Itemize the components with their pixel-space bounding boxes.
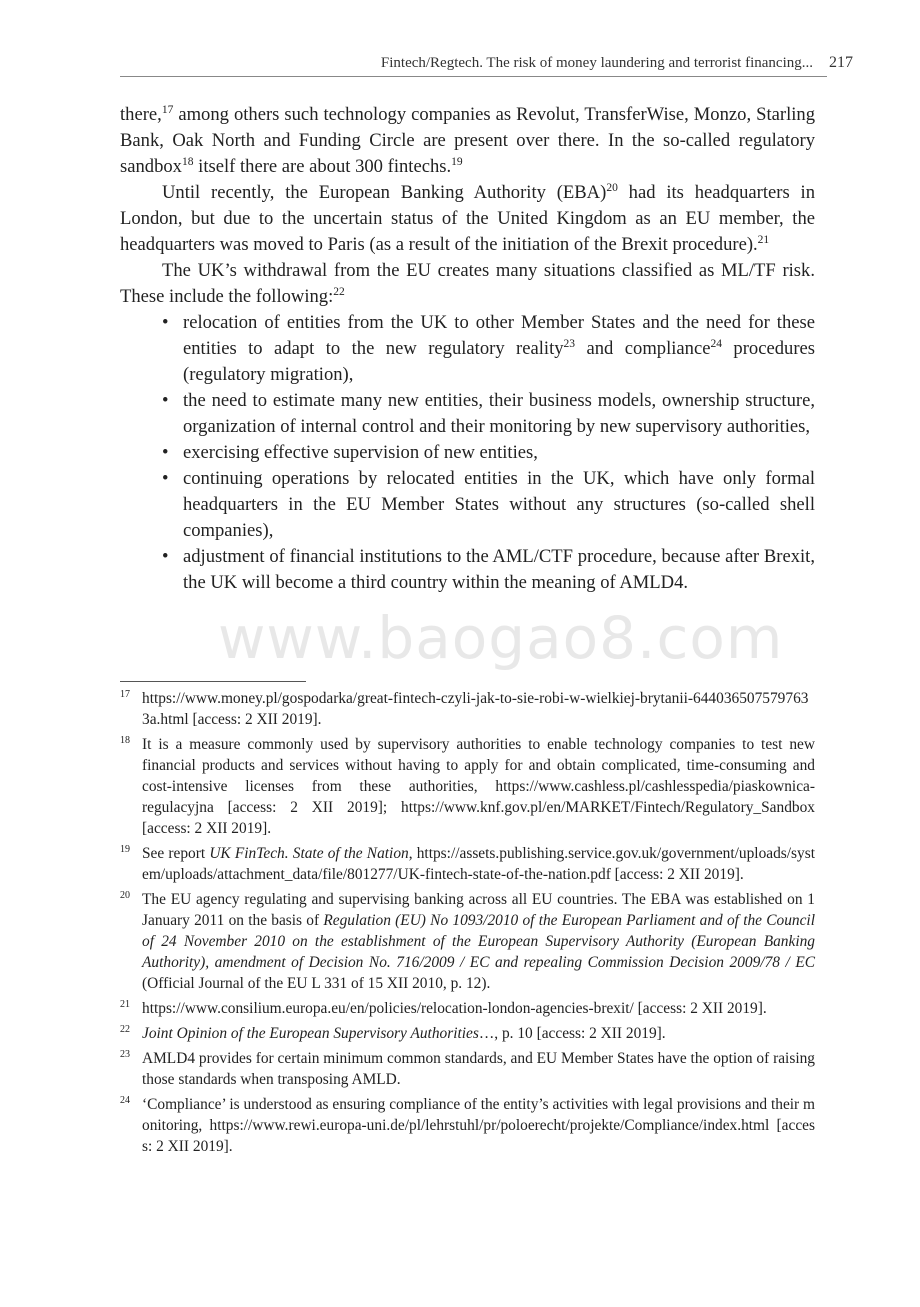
running-title: Fintech/Regtech. The risk of money laundering and terrorist financing... (380, 55, 813, 71)
footnote-italic-title: UK FinTech. State of the Nation (209, 845, 409, 862)
footnote-24 (120, 1094, 815, 1157)
footnote-17 (120, 688, 815, 730)
body-text (120, 102, 815, 596)
footnote-23 (120, 1048, 815, 1090)
footnote-text: The EU agency regulating and supervising banking across all EU countries. The EBA was established on 1 January 2011 on the basis of (142, 891, 815, 929)
footnote-number: 21 (120, 999, 130, 1010)
footnote-number: 20 (120, 890, 130, 901)
footnote-number: 19 (120, 844, 130, 855)
footnote-number: 24 (120, 1095, 130, 1106)
bullet-item (162, 310, 816, 388)
footnote-ref-20[interactable]: 20 (606, 181, 618, 194)
bullet-icon: • (162, 442, 169, 463)
bullet-icon: • (162, 468, 169, 489)
bullet-list (120, 310, 815, 596)
footnote-text: It is a measure commonly used by supervisory authorities to enable technology companies to test new financial products and services without having to apply for and obtain complicated, time-consuming and cost-intensive licenses from these authorities, https://www.cashless.pl/cashlesspedia/piaskownica-regulacyjna [access: 2 XII 2019]; https://www.knf.gov.pl/en/MARKET/Fintech/Regulatory_Sandbox [access: 2 XII 2019]. (142, 736, 815, 837)
bullet-item (162, 544, 815, 596)
footnote-ref-22[interactable]: 22 (333, 285, 345, 298)
page-number: 217 (829, 54, 853, 71)
footnote-number: 22 (120, 1024, 130, 1035)
footnote-ref-24[interactable]: 24 (710, 337, 722, 350)
footnote-link[interactable]: , https://assets.publishing.service.gov.uk/government/uploads/system/uploads/attachment_data/file/801277/UK-fintech-state-of-the-nation.pdf [access: 2 XII 2019]. (142, 845, 816, 883)
text-span: among others such technology companies as Revolut, TransferWise, Monzo, Starling Bank, Oak North and Funding Circle are present over there. In the so-called regulatory sandbox (120, 104, 815, 177)
footnote-text: (Official Journal of the EU L 331 of 15 XII 2010, p. 12). (142, 975, 491, 992)
footnote-22 (120, 1023, 815, 1044)
footnote-divider (120, 681, 306, 682)
footnote-number: 17 (120, 689, 130, 700)
footnote-text: See report (142, 845, 210, 862)
footnote-ref-18[interactable]: 18 (181, 155, 194, 168)
page-header (120, 54, 853, 77)
text-span: adjustment of financial institutions to the AML/CTF procedure, because after Brexit, the UK will become a third country within the meaning of AMLD4. (183, 546, 815, 593)
text-span: had its headquarters in London, but due to the uncertain status of the United Kingdom as an EU member, the headquarters was moved to Paris (as a result of the initiation of the Brexit procedure). (120, 182, 815, 255)
footnote-ref-17[interactable]: 17 (161, 103, 174, 116)
paragraph-3 (120, 258, 815, 310)
footnote-text: ‘Compliance’ is understood as ensuring compliance of the entity’s activities with legal provisions and their monitoring, https://www.rewi.europa-uni.de/pl/lehrstuhl/pr/poloerecht/projekte/Compliance/index.html [access: 2 XII 2019]. (142, 1096, 815, 1155)
bullet-item (162, 466, 815, 544)
text-span: continuing operations by relocated entities in the UK, which have only formal headquarters in the EU Member States without any structures (so-called shell companies), (183, 468, 815, 541)
footnote-ref-19[interactable]: 19 (451, 155, 463, 168)
bullet-icon: • (162, 312, 169, 333)
footnote-italic-title: Regulation (EU) No 1093/2010 of the European Parliament and of the Council of 24 November 2010 on the establishment of the European Supervisory Authority (European Banking Authority), amendment of Decision No. 716/2009 / EC and repealing Commission Decision 2009/78 / EC (142, 912, 815, 971)
text-span: itself there are about 300 fintechs. (193, 156, 452, 177)
footnote-italic-title: Joint Opinion of the European Supervisory Authorities (142, 1025, 479, 1042)
footnote-text: AMLD4 provides for certain minimum common standards, and EU Member States have the option of raising those standards when transposing AMLD. (142, 1050, 815, 1088)
footnote-18 (120, 734, 815, 839)
bullet-icon: • (162, 390, 169, 411)
bullet-item (162, 440, 815, 466)
text-span: The UK’s withdrawal from the EU creates many situations classified as ML/TF risk. These include the following: (120, 260, 815, 307)
text-span: Until recently, the European Banking Authority (EBA) (162, 182, 607, 203)
footnote-ref-21[interactable]: 21 (757, 233, 770, 246)
footnotes (120, 688, 815, 1161)
paragraph-2 (120, 180, 815, 258)
watermark: www.baogao8.com (218, 604, 784, 672)
bullet-item (162, 388, 815, 440)
footnote-number: 18 (120, 735, 130, 746)
text-span: and compliance (575, 338, 711, 359)
footnote-link[interactable]: https://www.money.pl/gospodarka/great-fintech-czyli-jak-to-sie-robi-w-wielkiej-brytanii-6440365075797633a.html [access: 2 XII 2019]. (142, 690, 809, 728)
footnote-21 (120, 998, 815, 1019)
paragraph-1 (120, 102, 815, 180)
footnote-text: …, p. 10 [access: 2 XII 2019]. (478, 1025, 666, 1042)
footnote-number: 23 (120, 1049, 130, 1060)
text-span: exercising effective supervision of new entities, (183, 442, 538, 463)
text-span: there, (120, 104, 162, 125)
bullet-icon: • (162, 546, 169, 567)
text-span: procedures (regulatory migration), (183, 338, 816, 385)
text-span: relocation of entities from the UK to other Member States and the need for these entities to adapt to the new regulatory reality (183, 312, 815, 359)
text-span: the need to estimate many new entities, their business models, ownership structure, organization of internal control and their monitoring by new supervisory authorities, (183, 390, 815, 437)
footnote-ref-23[interactable]: 23 (563, 337, 576, 350)
footnote-link[interactable]: https://www.consilium.europa.eu/en/policies/relocation-london-agencies-brexit/ [access: 2 XII 2019]. (142, 1000, 767, 1017)
footnote-20 (120, 889, 815, 994)
footnote-19 (120, 843, 815, 885)
